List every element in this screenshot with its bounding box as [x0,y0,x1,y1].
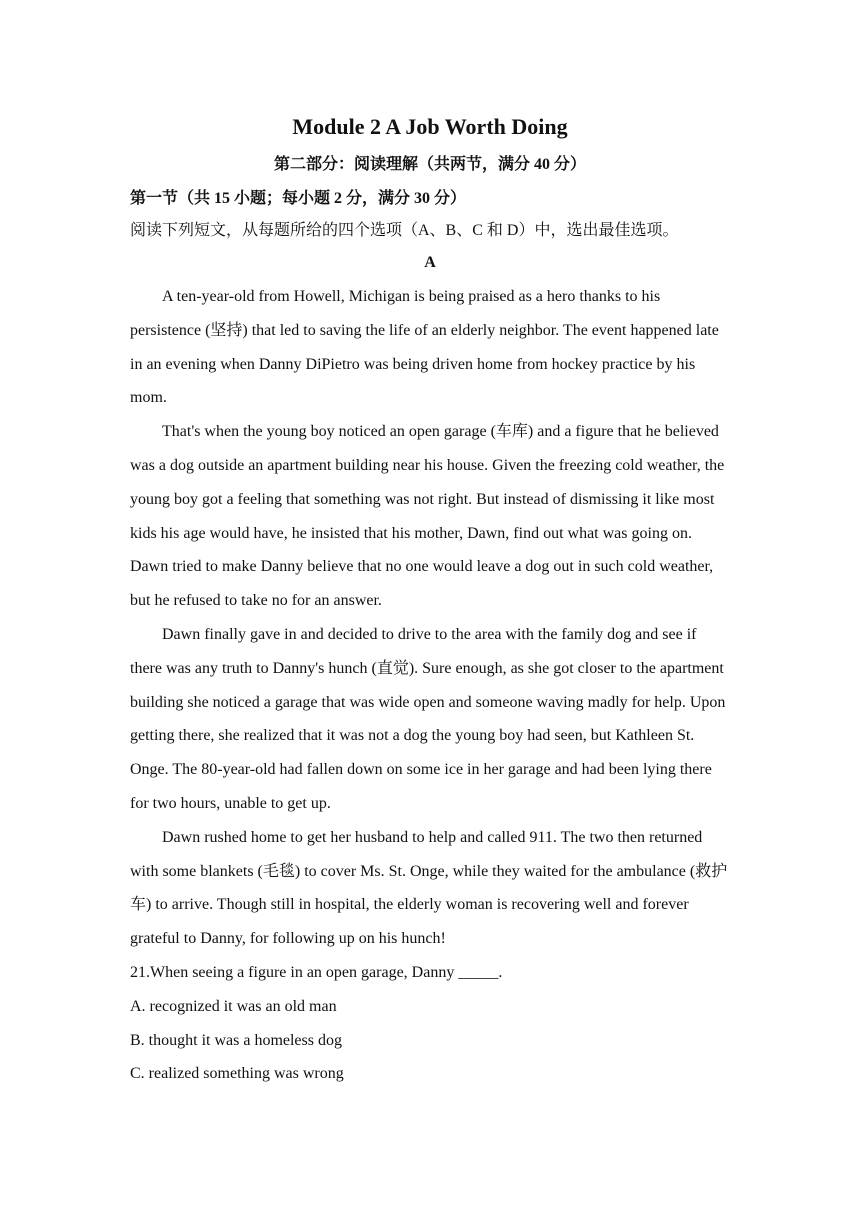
option-a: A. recognized it was an old man [130,997,337,1015]
passage-body [130,280,730,956]
passage-paragraph-4: Dawn rushed home to get her husband to help and called 911. The two then returned with some blankets (毛毯) to cover Ms. St. Onge, while they waited for the ambulance (救护车) to arrive. Though still in hospital, the elderly woman is recovering well and forever grateful to Danny, for following up on his hunch! [130,828,728,948]
passage-label: A [424,254,436,271]
question-block [130,956,730,1091]
passage-paragraph-3: Dawn finally gave in and decided to drive to the area with the family dog and see if there was any truth to Danny's hunch (直觉). Sure enough, as she got closer to the apartment building she noticed a garage that was wide open and someone waving madly for help. Upon getting there, she realized that it was not a dog the young boy had seen, but Kathleen St. Onge. The 80-year-old had fallen down on some ice in her garage and had been lying there for two hours, unable to get up. [130,625,726,812]
document-page [130,112,730,1091]
question-stem: 21.When seeing a figure in an open garage, Danny _____. [130,963,503,981]
option-c: C. realized something was wrong [130,1065,344,1083]
passage-paragraph-2: That's when the young boy noticed an open garage (车库) and a figure that he believed was a dog outside an apartment building near his house. Given the freezing cold weather, the young boy got a feeling that something was not right. But instead of dismissing it like most kids his age would have, he insisted that his mother, Dawn, find out what was going on. Dawn tried to make Danny believe that no one would leave a dog out in such cold weather, but he refused to take no for an answer. [130,423,725,610]
passage-paragraph-1: A ten-year-old from Howell, Michigan is being praised as a hero thanks to his persistence (坚持) that led to saving the life of an elderly neighbor. The event happened late in an evening when Danny DiPietro was being driven home from hockey practice by his mom. [130,288,719,407]
section-heading: 第一节（共 15 小题；每小题 2 分，满分 30 分） [130,190,467,207]
part-heading: 第二部分：阅读理解（共两节，满分 40 分） [273,156,586,173]
instructions: 阅读下列短文，从每题所给的四个选项（A、B、C 和 D）中，选出最佳选项。 [130,222,679,239]
document-title: Module 2 A Job Worth Doing [292,114,568,139]
option-b: B. thought it was a homeless dog [130,1031,342,1049]
